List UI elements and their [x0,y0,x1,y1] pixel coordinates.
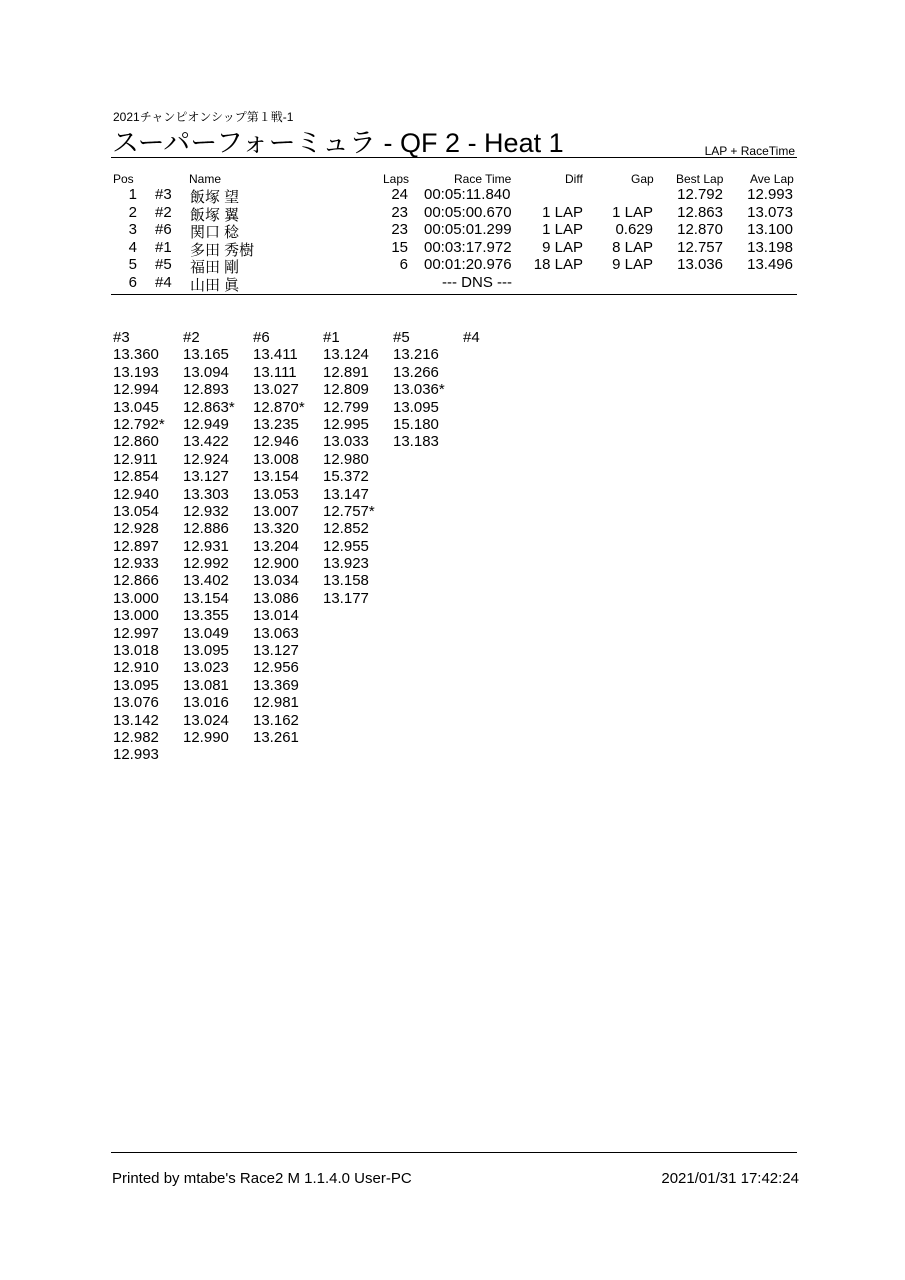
lap-time: 13.034 [253,572,299,590]
lap-time: 12.928 [113,520,159,538]
col-header-gap: Gap [631,172,654,186]
lap-time: 13.360 [113,346,159,364]
lap-time: 12.946 [253,433,299,451]
lap-time: 12.891 [323,363,369,381]
results-divider [111,294,797,295]
lap-time: 13.033 [323,433,369,451]
laps: 24 [391,186,408,203]
lap-column [183,329,235,746]
col-header-best-lap: Best Lap [676,172,724,186]
lap-time: 12.757* [323,502,375,520]
best-lap: 12.757 [677,238,723,256]
laps: 15 [391,238,408,256]
race-time: 00:05:00.670 [424,203,512,221]
result-row [0,204,905,222]
dns-status: --- DNS --- [442,273,512,291]
lap-time: 12.997 [113,624,159,642]
lap-time: 13.411 [253,346,298,364]
lap-column-header: #5 [393,329,410,346]
lap-time: 13.014 [253,607,299,625]
race-time: 00:05:01.299 [424,221,512,238]
ave-lap: 13.198 [747,238,793,256]
lap-list [113,346,165,764]
lap-time: 12.852 [323,520,369,538]
lap-time: 13.008 [253,450,299,468]
race-time: 00:05:11.840 [424,186,511,203]
lap-time: 13.320 [253,520,299,538]
lap-time: 13.216 [393,346,439,364]
lap-time: 13.076 [113,694,159,712]
lap-time: 12.933 [113,555,159,573]
ave-lap: 12.993 [747,186,793,203]
lap-time: 12.911 [113,450,158,468]
col-header-ave-lap: Ave Lap [750,172,794,186]
col-header-race-time: Race Time [454,172,512,186]
lap-time: 13.204 [253,537,299,555]
lap-time: 13.045 [113,398,159,416]
lap-column-header: #2 [183,329,200,346]
best-lap: 13.036 [677,256,723,273]
lap-time: 13.303 [183,485,229,503]
lap-time: 13.053 [253,485,299,503]
diff: 1 LAP [542,221,583,238]
lap-time: 12.910 [113,659,159,677]
lap-time: 13.027 [253,381,299,399]
lap-time: 12.886 [183,520,229,538]
lap-time: 13.422 [183,433,229,451]
lap-time: 12.940 [113,485,159,503]
lap-time: 15.180 [393,415,439,433]
lap-column [463,329,480,364]
lap-time: 13.183 [393,433,439,451]
lap-column [113,329,165,764]
result-row [0,274,905,292]
lap-time: 13.127 [253,642,299,660]
lap-time: 13.355 [183,607,229,625]
result-row [0,256,905,274]
lap-time: 12.949 [183,415,229,433]
lap-time: 13.193 [113,363,159,381]
lap-time: 13.266 [393,363,439,381]
lap-time: 12.860 [113,433,159,451]
driver-name: 関口 稔 [190,224,240,241]
col-header-laps: Laps [383,172,410,186]
lap-time: 15.372 [323,468,369,486]
report-type-label: LAP + RaceTime [704,144,795,158]
lap-time: 13.162 [253,711,299,729]
lap-time: 13.095 [393,398,439,416]
position: 5 [128,256,137,273]
lap-time: 13.127 [183,468,229,486]
lap-time: 13.111 [253,363,297,381]
lap-time: 12.995 [323,415,369,433]
lap-time: 12.924 [183,450,229,468]
driver-name: 飯塚 翼 [190,206,240,224]
position: 1 [128,186,137,203]
lap-time: 12.799 [323,398,369,416]
best-lap: 12.863 [677,203,723,221]
ave-lap: 13.100 [747,221,793,238]
lap-time: 12.956 [253,659,299,677]
race-time: 00:01:20.976 [424,256,512,273]
car-number: #1 [155,238,172,256]
lap-time: 13.081 [183,676,229,694]
page-title: スーパーフォーミュラ - QF 2 - Heat 1 [112,128,564,158]
car-number: #4 [155,273,172,291]
lap-time: 12.932 [183,502,229,520]
lap-time: 13.154 [183,589,229,607]
lap-time: 13.235 [253,415,299,433]
lap-column-header: #6 [253,329,270,346]
lap-time: 12.792* [113,415,165,433]
laps: 23 [391,203,408,221]
gap: 0.629 [615,221,653,238]
gap: 1 LAP [612,203,653,221]
lap-time: 13.165 [183,346,229,364]
lap-time: 12.893 [183,381,229,399]
lap-time: 13.261 [253,728,299,746]
lap-list [183,346,235,746]
lap-time: 12.863* [183,398,235,416]
lap-list [323,346,375,607]
lap-time: 13.049 [183,624,229,642]
lap-time: 12.900 [253,555,299,573]
lap-time: 13.923 [323,555,369,573]
best-lap: 12.870 [677,221,723,238]
lap-list [393,346,445,451]
position: 3 [128,221,137,238]
lap-time: 13.158 [323,572,369,590]
lap-time: 12.854 [113,468,159,486]
lap-time: 13.369 [253,676,299,694]
laps: 23 [391,221,408,238]
lap-time: 13.095 [183,642,229,660]
lap-time: 12.993 [113,746,159,764]
laps: 6 [399,256,408,273]
lap-time: 13.086 [253,589,299,607]
ave-lap: 13.073 [747,203,793,221]
diff: 18 LAP [533,256,583,273]
lap-time: 13.000 [113,607,159,625]
diff: 9 LAP [542,238,583,256]
lap-time: 13.054 [113,502,159,520]
best-lap: 12.792 [677,186,723,203]
lap-time: 13.036* [393,381,445,399]
lap-time: 13.177 [323,589,369,607]
lap-time: 13.023 [183,659,229,677]
lap-time: 13.095 [113,676,159,694]
lap-time: 13.142 [113,711,159,729]
lap-column [253,329,305,746]
lap-time: 12.955 [323,537,369,555]
gap: 8 LAP [612,238,653,256]
printed-by-text: Printed by mtabe's Race2 M 1.1.4.0 User-PC [112,1170,412,1187]
lap-time: 13.016 [183,694,229,712]
header-divider [111,157,797,158]
lap-column-header: #3 [113,329,130,346]
lap-time: 13.094 [183,363,229,381]
lap-time: 13.402 [183,572,229,590]
lap-time: 12.866 [113,572,159,590]
lap-time: 12.990 [183,728,229,746]
result-row [0,239,905,257]
lap-column [323,329,375,607]
gap: 9 LAP [612,256,653,273]
col-header-name: Name [189,172,222,186]
lap-time: 12.809 [323,381,369,399]
lap-time: 12.982 [113,728,159,746]
print-timestamp: 2021/01/31 17:42:24 [661,1170,799,1187]
car-number: #3 [155,186,172,203]
lap-time: 12.870* [253,398,305,416]
lap-time: 12.931 [183,537,229,555]
lap-list [253,346,305,746]
lap-time: 12.980 [323,450,369,468]
lap-time: 12.994 [113,381,159,399]
footer-divider [111,1152,797,1153]
event-subtitle: 2021チャンピオンシップ第１戦-1 [113,110,294,124]
position: 4 [128,238,137,256]
lap-time: 13.147 [323,485,369,503]
lap-time: 12.897 [113,537,159,555]
ave-lap: 13.496 [747,256,793,273]
lap-time: 12.992 [183,555,229,573]
col-header-diff: Diff [565,172,583,186]
lap-time: 12.981 [253,694,299,712]
position: 6 [128,273,137,291]
lap-time: 13.063 [253,624,299,642]
lap-time: 13.154 [253,468,299,486]
lap-time: 13.024 [183,711,229,729]
lap-time: 13.124 [323,346,369,364]
lap-list [463,346,480,363]
car-number: #5 [155,256,172,273]
lap-time: 13.018 [113,642,159,660]
car-number: #6 [155,221,172,238]
lap-column-header: #4 [463,329,480,346]
driver-name: 福田 剛 [190,259,240,276]
driver-name: 多田 秀樹 [190,241,255,259]
result-row [0,186,905,204]
race-time: 00:03:17.972 [424,238,512,256]
driver-name: 飯塚 望 [190,189,240,206]
lap-time: 13.007 [253,502,299,520]
lap-column-header: #1 [323,329,340,346]
car-number: #2 [155,203,172,221]
driver-name: 山田 眞 [190,276,240,294]
diff: 1 LAP [542,203,583,221]
position: 2 [128,203,137,221]
lap-column [393,329,445,451]
col-header-pos: Pos [113,172,134,186]
lap-time: 13.000 [113,589,159,607]
result-row [0,221,905,239]
